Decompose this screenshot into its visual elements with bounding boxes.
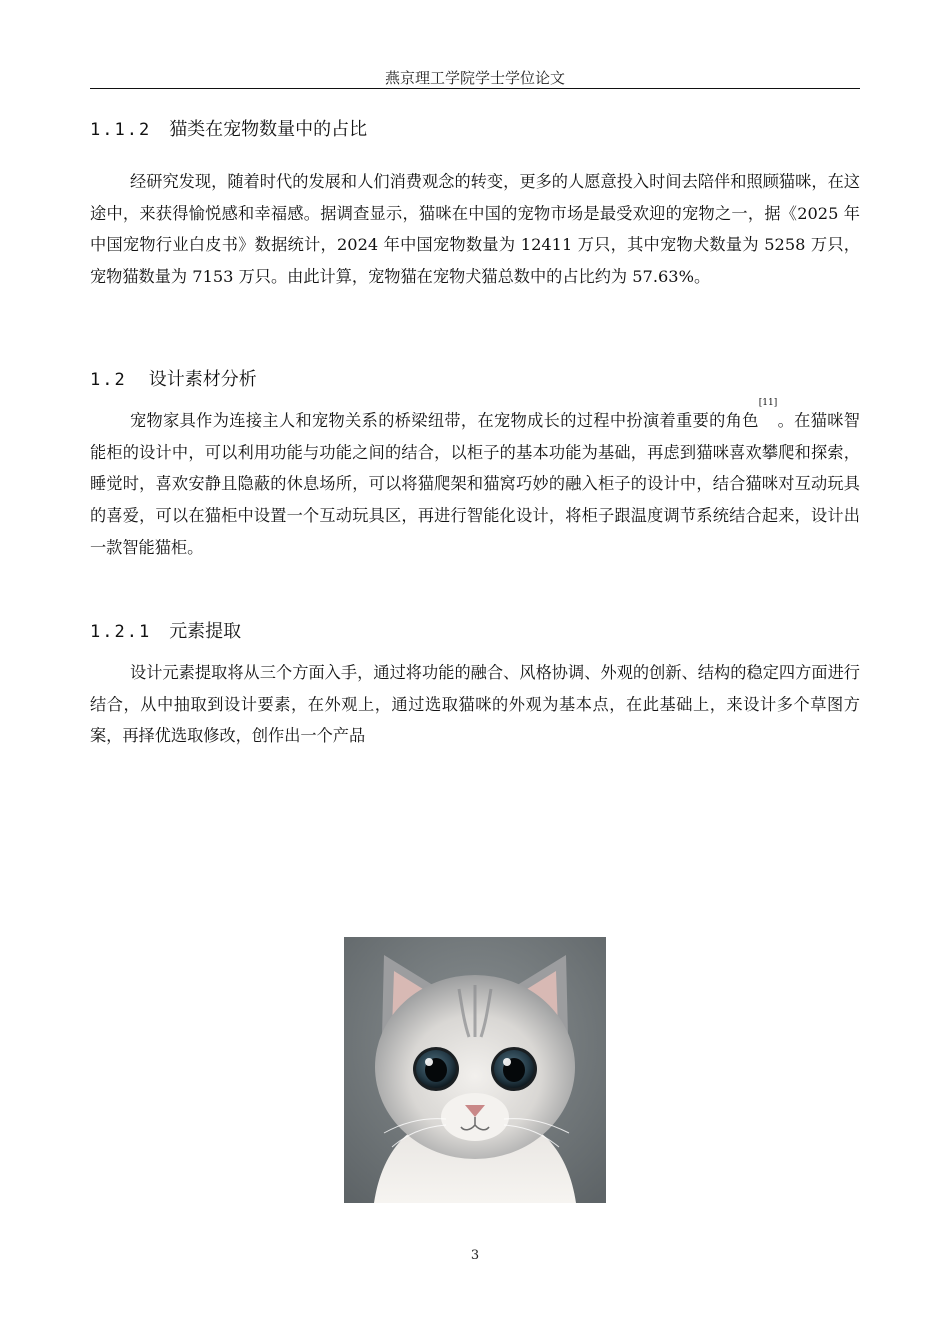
- paragraph-cat-share: 经研究发现，随着时代的发展和人们消费观念的转变，更多的人愿意投入时间去陪伴和照顾猫咪，在这途中，来获得愉悦感和幸福感。据调查显示，猫咪在中国的宠物市场是最受欢迎的宠物之一，据《2025 年中国宠物行业白皮书》数据统计，2024 年中国宠物数量为 12411 万只，其中宠物犬数量为 5258 万只，宠物猫数量为 7153 万只。由此计算，宠物猫在宠物犬猫总数中的占比约为 57.63%。: [90, 172, 860, 287]
- section-title: 猫类在宠物数量中的占比: [169, 119, 368, 140]
- cat-photo: [344, 937, 606, 1203]
- paragraph-text-after-citation: 。在猫咪智能柜的设计中，可以利用功能与功能之间的结合，以柜子的基本功能为基础，再虑到猫咪喜欢攀爬和探索，睡觉时，喜欢安静且隐蔽的休息场所，可以将猫爬架和猫窝巧妙的融入柜子的设计中，结合猫咪对互动玩具的喜爱，可以在猫柜中设置一个互动玩具区，再进行智能化设计，将柜子跟温度调节系统结合起来，设计出一款智能猫柜。: [90, 411, 860, 557]
- citation-marker: [11]: [758, 398, 778, 408]
- section-title: 设计素材分析: [148, 369, 257, 390]
- section-number: 1.2: [90, 370, 127, 390]
- running-header: 燕京理工学院学士学位论文: [384, 69, 565, 87]
- section-heading-1-1-2: [90, 117, 367, 143]
- section-heading-1-2: [90, 367, 257, 393]
- paragraph-design-material: [90, 398, 860, 564]
- page-number: 3: [470, 1248, 480, 1263]
- header-rule: [90, 88, 860, 89]
- section-heading-1-2-1: [90, 619, 241, 645]
- section-number: 1.2.1: [90, 622, 152, 642]
- section-number: 1.1.2: [90, 120, 152, 140]
- section-title: 元素提取: [169, 621, 242, 642]
- paragraph-text-before-citation: 宠物家具作为连接主人和宠物关系的桥梁纽带，在宠物成长的过程中扮演着重要的角色: [130, 411, 759, 430]
- paragraph-element-extraction: 设计元素提取将从三个方面入手，通过将功能的融合、风格协调、外观的创新、结构的稳定四方面进行结合，从中抽取到设计要素，在外观上，通过选取猫咪的外观为基本点，在此基础上，来设计多个草图方案，再择优选取修改，创作出一个产品: [90, 663, 860, 746]
